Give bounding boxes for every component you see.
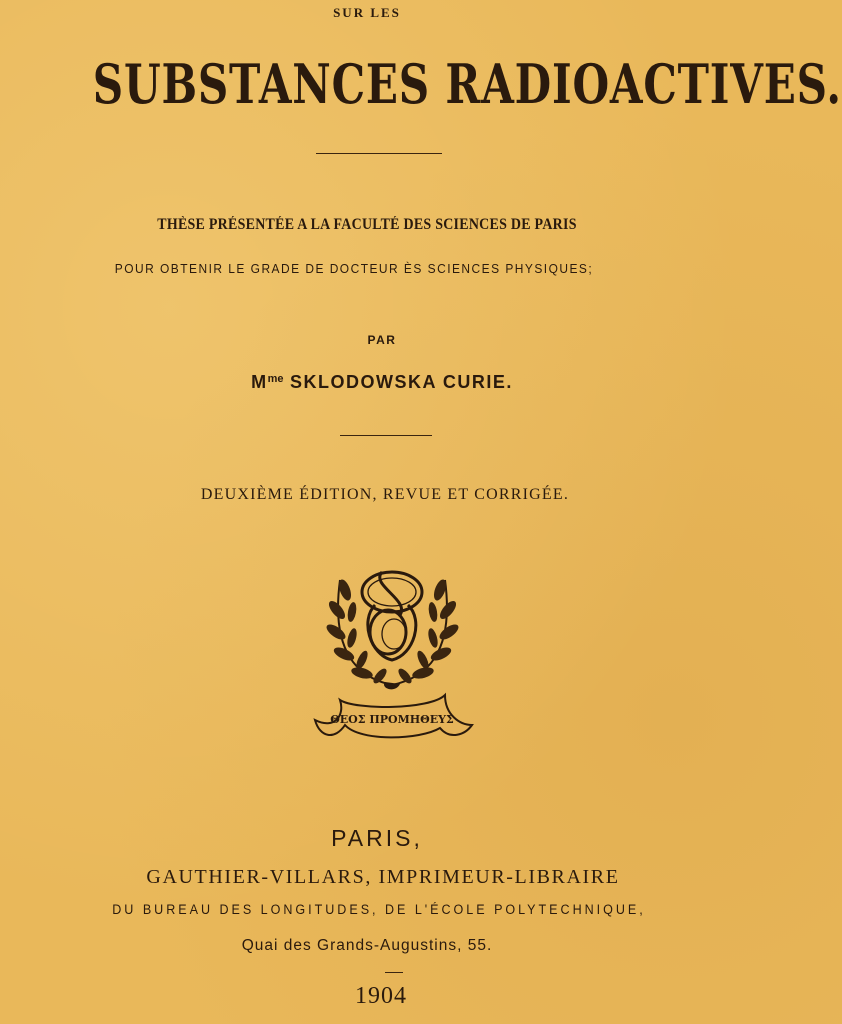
author-name — [15, 372, 749, 393]
author-surname: SKLODOWSKA CURIE. — [290, 372, 513, 392]
imprint-address: Quai des Grands-Augustins, 55. — [241, 937, 493, 954]
divider-rule — [340, 435, 432, 436]
divider-rule — [385, 972, 403, 973]
emblem-motto: ΘΕΟΣ ΠΡΟΜΗΘΕΥΣ — [330, 713, 454, 726]
imprint-publisher: GAUTHIER-VILLARS, IMPRIMEUR-LIBRAIRE — [146, 866, 620, 888]
by-label: PAR — [367, 333, 397, 347]
edition-statement: DEUXIÈME ÉDITION, REVUE ET CORRIGÉE. — [200, 486, 570, 503]
imprint-city: PARIS, — [331, 825, 423, 851]
publication-year: 1904 — [355, 983, 407, 1009]
book-title: SUBSTANCES RADIOACTIVES. — [92, 52, 842, 116]
title-prefix: SUR LES — [333, 5, 401, 20]
author-prefix-superscript: me — [267, 373, 284, 385]
author-prefix: M — [251, 372, 268, 392]
divider-rule — [316, 153, 442, 154]
publisher-monogram-wreath-icon — [300, 560, 485, 755]
imprint-bureau: DU BUREAU DES LONGITUDES, DE L'ÉCOLE POLYTECHNIQUE, — [112, 902, 646, 917]
thesis-purpose: POUR OBTENIR LE GRADE DE DOCTEUR ÈS SCIENCES PHYSIQUES; — [114, 261, 594, 276]
thesis-statement: THÈSE PRÉSENTÉE A LA FACULTÉ DES SCIENCES DE PARIS — [157, 216, 577, 233]
